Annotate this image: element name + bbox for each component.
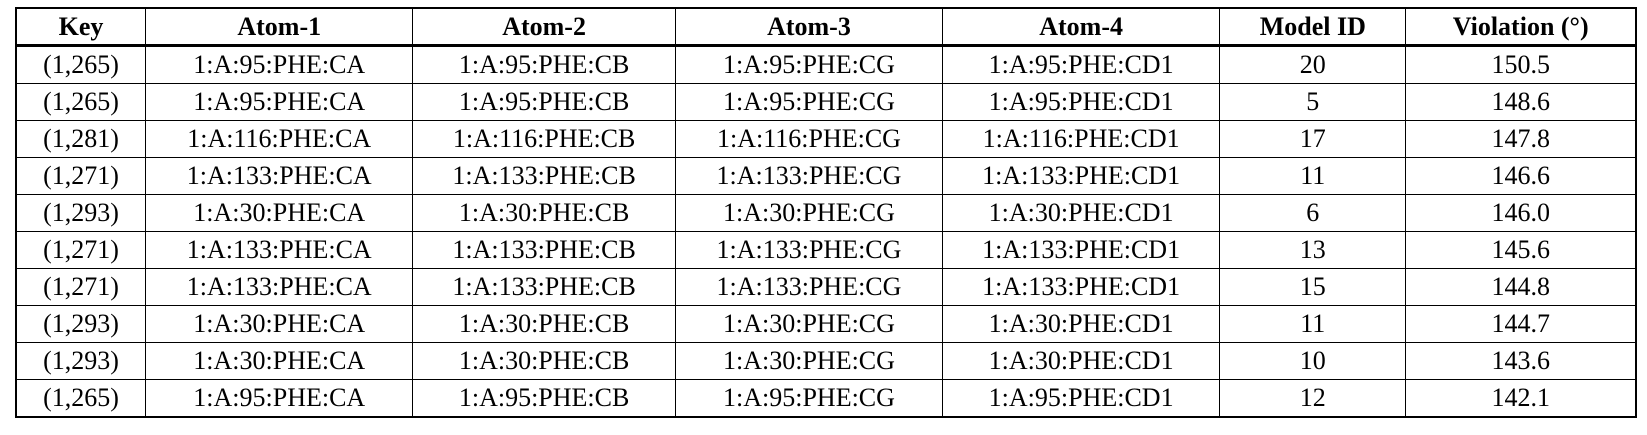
table-cell: 5	[1220, 84, 1406, 121]
table-cell: 1:A:133:PHE:CD1	[943, 232, 1220, 269]
table-cell: 1:A:95:PHE:CD1	[943, 84, 1220, 121]
table-cell: (1,293)	[16, 195, 146, 232]
torsion-angle-violations-table	[15, 7, 1637, 418]
table-row	[16, 195, 1636, 232]
table-cell: (1,265)	[16, 46, 146, 84]
table-cell: 17	[1220, 121, 1406, 158]
table-cell: 13	[1220, 232, 1406, 269]
table-cell: 1:A:133:PHE:CA	[146, 232, 413, 269]
table-cell: 1:A:95:PHE:CD1	[943, 380, 1220, 418]
table-cell: 12	[1220, 380, 1406, 418]
table-cell: 1:A:30:PHE:CA	[146, 306, 413, 343]
table-row	[16, 121, 1636, 158]
table-row	[16, 46, 1636, 84]
table-cell: 1:A:30:PHE:CB	[413, 343, 675, 380]
table-cell: 143.6	[1406, 343, 1636, 380]
table-cell: 1:A:30:PHE:CG	[675, 195, 942, 232]
table-cell: 1:A:30:PHE:CB	[413, 306, 675, 343]
table-cell: 1:A:95:PHE:CG	[675, 46, 942, 84]
table-cell: 1:A:30:PHE:CG	[675, 343, 942, 380]
table-cell: 1:A:30:PHE:CG	[675, 306, 942, 343]
table-cell: 10	[1220, 343, 1406, 380]
column-header-model-id: Model ID	[1220, 8, 1406, 46]
table-cell: (1,293)	[16, 343, 146, 380]
table-cell: 1:A:95:PHE:CA	[146, 46, 413, 84]
table-cell: 1:A:30:PHE:CD1	[943, 343, 1220, 380]
table-cell: 1:A:95:PHE:CA	[146, 380, 413, 418]
table-row	[16, 158, 1636, 195]
table-cell: (1,265)	[16, 84, 146, 121]
table-cell: 11	[1220, 306, 1406, 343]
table-cell: 1:A:116:PHE:CA	[146, 121, 413, 158]
column-header-atom-2: Atom-2	[413, 8, 675, 46]
table-cell: 1:A:116:PHE:CD1	[943, 121, 1220, 158]
table-cell: 1:A:30:PHE:CA	[146, 195, 413, 232]
table-cell: 1:A:116:PHE:CB	[413, 121, 675, 158]
table-cell: 1:A:133:PHE:CA	[146, 269, 413, 306]
table-cell: 1:A:133:PHE:CD1	[943, 269, 1220, 306]
table-cell: 1:A:30:PHE:CD1	[943, 195, 1220, 232]
table-cell: 1:A:133:PHE:CG	[675, 269, 942, 306]
table-row	[16, 343, 1636, 380]
table-cell: 1:A:30:PHE:CB	[413, 195, 675, 232]
table-cell: 1:A:133:PHE:CG	[675, 232, 942, 269]
table-cell: 146.0	[1406, 195, 1636, 232]
table-cell: 142.1	[1406, 380, 1636, 418]
table-cell: (1,271)	[16, 158, 146, 195]
table-cell: 144.8	[1406, 269, 1636, 306]
table-cell: 147.8	[1406, 121, 1636, 158]
table-cell: 1:A:133:PHE:CG	[675, 158, 942, 195]
header-row	[16, 8, 1636, 46]
table-cell: 1:A:95:PHE:CA	[146, 84, 413, 121]
table-cell: 145.6	[1406, 232, 1636, 269]
table-cell: 1:A:95:PHE:CB	[413, 84, 675, 121]
table-cell: (1,281)	[16, 121, 146, 158]
column-header-violation: Violation (°)	[1406, 8, 1636, 46]
table-cell: 1:A:133:PHE:CB	[413, 269, 675, 306]
table-cell: 146.6	[1406, 158, 1636, 195]
table-cell: (1,271)	[16, 232, 146, 269]
column-header-atom-3: Atom-3	[675, 8, 942, 46]
table-cell: 11	[1220, 158, 1406, 195]
table-cell: 1:A:95:PHE:CD1	[943, 46, 1220, 84]
table-row	[16, 84, 1636, 121]
table-cell: 1:A:30:PHE:CD1	[943, 306, 1220, 343]
table-cell: 148.6	[1406, 84, 1636, 121]
table-cell: 1:A:116:PHE:CG	[675, 121, 942, 158]
table-cell: 15	[1220, 269, 1406, 306]
table-cell: (1,271)	[16, 269, 146, 306]
column-header-atom-1: Atom-1	[146, 8, 413, 46]
table-cell: (1,293)	[16, 306, 146, 343]
table-row	[16, 380, 1636, 418]
table-row	[16, 232, 1636, 269]
table-cell: 1:A:30:PHE:CA	[146, 343, 413, 380]
table-cell: 1:A:133:PHE:CB	[413, 158, 675, 195]
table-cell: 1:A:133:PHE:CB	[413, 232, 675, 269]
table-row	[16, 269, 1636, 306]
table-cell: (1,265)	[16, 380, 146, 418]
table-row	[16, 306, 1636, 343]
table-cell: 1:A:133:PHE:CD1	[943, 158, 1220, 195]
table-cell: 1:A:133:PHE:CA	[146, 158, 413, 195]
table-cell: 1:A:95:PHE:CG	[675, 84, 942, 121]
column-header-key: Key	[16, 8, 146, 46]
table-cell: 150.5	[1406, 46, 1636, 84]
table-cell: 1:A:95:PHE:CG	[675, 380, 942, 418]
table-cell: 20	[1220, 46, 1406, 84]
table-cell: 144.7	[1406, 306, 1636, 343]
table-cell: 1:A:95:PHE:CB	[413, 380, 675, 418]
column-header-atom-4: Atom-4	[943, 8, 1220, 46]
table-cell: 6	[1220, 195, 1406, 232]
table-cell: 1:A:95:PHE:CB	[413, 46, 675, 84]
